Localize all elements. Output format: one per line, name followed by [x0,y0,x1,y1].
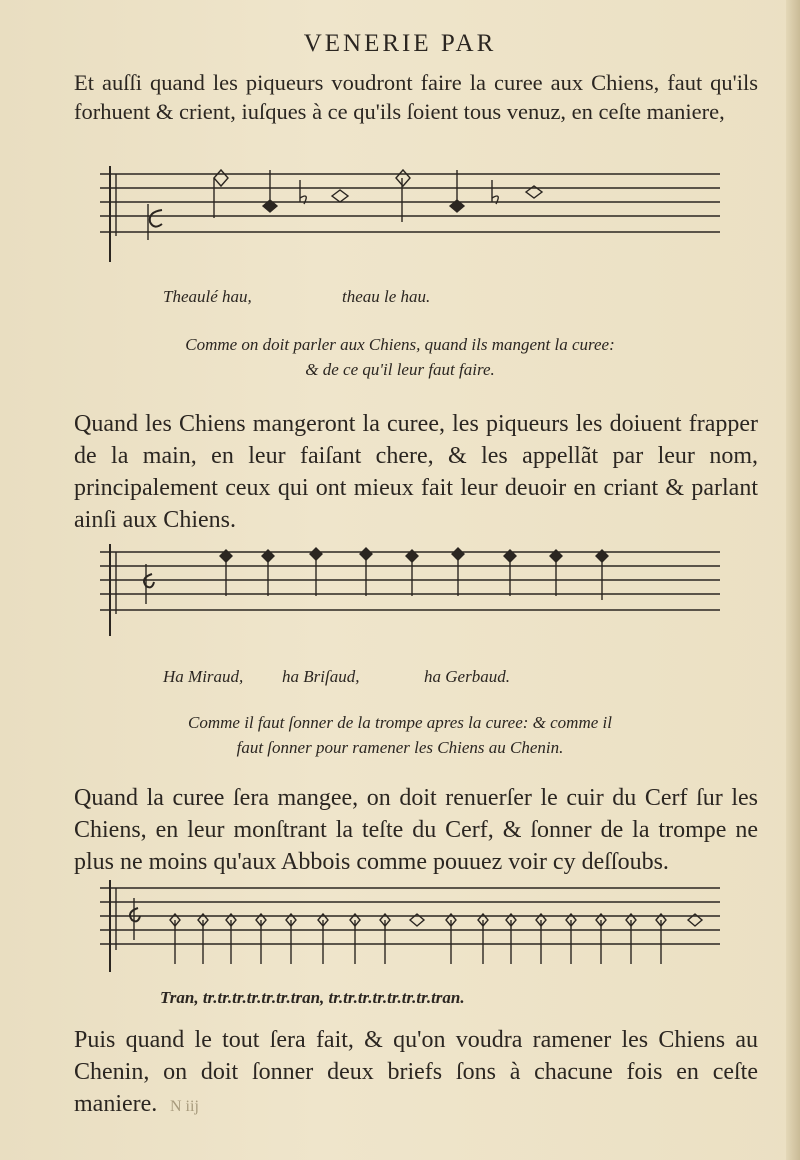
caption-line: Comme on doit parler aux Chiens, quand ils mangent la curee: [185,335,615,354]
paragraph-1: Et auſſi quand les piqueurs voudront faire la curee aux Chiens, faut qu'ils forhuent & crient, iuſques à ce qu'ils ſoient tous venuz, en ceſte maniere, [74,70,758,124]
paragraph-4: Puis quand le tout ſera fait, & qu'on voudra ramener les Chiens au Chenin, on doit ſonner deux briefs ſons à chacune fois en ceſte maniere. [74,1027,758,1117]
lyric-text: theau le hau. [342,287,431,306]
caption-line: & de ce qu'il leur faut faire. [305,360,495,379]
page-edge [786,0,800,1160]
lyric-text: Tran, tr.tr.tr.tr.tr.tr.tran, tr.tr.tr.tr.tr.tr.tr.tran. [160,988,465,1007]
lyric-text: ha Gerbaud. [424,667,510,686]
caption-line: faut ſonner pour ramener les Chiens au Chenin. [236,738,564,757]
lyric-text: Theaulé hau, [163,287,252,306]
paragraph-3: Quand la curee ſera mangee, on doit renuerſer le cuir du Cerf ſur les Chiens, en leur monſtrant la teſte du Cerf, & ſonner de la trompe ne plus ne moins qu'aux Abbois comme pouuez voir cy deſſoubs. [74,785,758,875]
music-staff-2 [100,544,722,644]
lyric-text: Ha Miraud, [163,667,244,686]
caption-1 [0,332,800,382]
caption-line: Comme il faut ſonner de la trompe apres la curee: & comme il [188,713,612,732]
paragraph-2: Quand les Chiens mangeront la curee, les piqueurs les doiuent frapper de la main, en leur faiſant chere, & les appellãt par leur nom, principalement ceux qui ont mieux fait leur deuoir en criant & parlant ainſi aux Chiens. [74,411,758,533]
signature-mark: N iij [170,1098,199,1115]
lyric-text: ha Briſaud, [282,667,360,686]
music-staff-3 [100,880,722,980]
caption-2 [0,710,800,760]
running-header: VENERIE PAR [303,30,497,57]
music-staff-1 [100,166,722,266]
